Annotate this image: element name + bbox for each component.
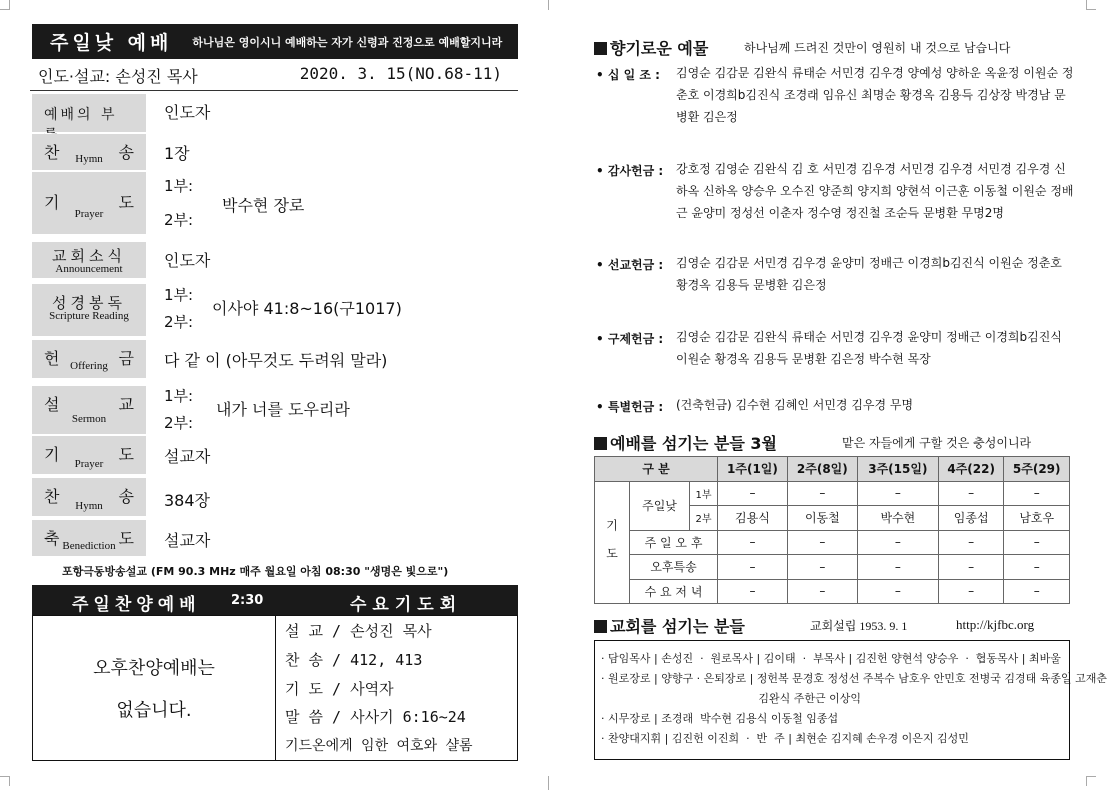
table-cell: – [938, 530, 1004, 555]
offering-label: • 특별헌금 : [596, 400, 664, 414]
service-1-label: 1부: [164, 177, 194, 195]
table-cell: – [1004, 530, 1070, 555]
order-label-scripture [32, 284, 146, 336]
wednesday-title: 수요기도회 [350, 595, 463, 615]
broadcast-notice: 포항극동방송설교 (FM 90.3 MHz 매주 월요일 아침 08:30 "생명은 빛으로") [62, 565, 449, 578]
table-cell: – [857, 481, 938, 506]
service-2-label: 2부: [164, 211, 194, 229]
staff-title: 교회를 섬기는 분들 [610, 617, 745, 636]
order-label-offering [32, 340, 146, 378]
service-2-label: 2부: [164, 313, 194, 331]
table-cell: – [718, 530, 788, 555]
staff-box [594, 640, 1108, 760]
order-label-hymn [32, 134, 146, 170]
service-1-label: 1부: [164, 387, 194, 405]
order-label-en: Offering [70, 360, 108, 372]
table-row [595, 530, 1070, 555]
servers-table [594, 456, 1070, 604]
order-label-ko: 찬 [44, 143, 60, 162]
worship-leader: 인도·설교: 손성진 목사 [38, 67, 198, 86]
staff-line: · 원로장로 | 양향구 · 은퇴장로 | 정헌복 문경호 정성선 주복수 남호우 안민호 전병국 김경태 육종일 고재춘 [601, 672, 1108, 685]
worship-motto: 하나님은 영이시니 예배하는 자가 신령과 진정으로 예배할지니라 [192, 35, 503, 49]
table-cell: – [787, 579, 857, 604]
table-cell: – [787, 530, 857, 555]
order-value: 설교자 [164, 447, 211, 466]
table-cell: – [938, 481, 1004, 506]
table-header-cell: 3주(15일) [857, 457, 938, 482]
order-label-ko: 축 [44, 529, 60, 548]
order-label-benediction [32, 520, 146, 556]
order-label-ko: 설 [44, 395, 60, 414]
table-cell: – [1004, 579, 1070, 604]
staff-line: · 찬양대지휘 | 김진헌 이진희 · 반 주 | 최현순 김지혜 손우경 이은지 김성민 [601, 732, 969, 745]
order-value: 384장 [164, 491, 210, 510]
offering-names: 김영순 김감문 서민경 김우경 윤양미 정배근 이경희b김진식 이원순 정춘호 황경옥 김용득 문병환 김은정 [676, 256, 1062, 292]
order-value: 다 같 이 (아무것도 두려워 말라) [164, 351, 388, 370]
offering-names: 김영순 김감문 김완식 류태순 서민경 김우경 양예성 양하운 옥윤정 이원순 정춘호 이경희b김진식 조경래 임유신 최명순 황경옥 김용득 김상장 박경남 문병환 김은정 [676, 66, 1074, 124]
worship-date: 2020. 3. 15(NO.68-11) [299, 64, 502, 83]
evening-divider [275, 616, 276, 760]
table-header-cell: 구 분 [595, 457, 718, 482]
order-label-ko: 도 [118, 529, 134, 548]
service-1-label: 1부: [164, 286, 194, 304]
order-value: 이사야 41:8~16(구1017) [212, 299, 402, 318]
order-label-sermon [32, 386, 146, 434]
offering-label: • 십 일 조 : [596, 68, 660, 82]
servers-note: 맡은 자들에게 구할 것은 충성이니라 [842, 436, 1032, 450]
wednesday-line: 기드온에게 임한 여호와 샬롬 [285, 738, 473, 754]
order-label-en: Announcement [55, 263, 123, 275]
worship-header-bar [32, 24, 518, 59]
table-cell: – [1004, 555, 1070, 580]
order-label-prayer [32, 172, 146, 234]
order-value: 설교자 [164, 531, 211, 550]
table-cell: – [857, 530, 938, 555]
table-cell: – [787, 481, 857, 506]
table-cell: – [857, 579, 938, 604]
afternoon-message-1: 오후찬양예배는 [93, 658, 215, 679]
group-cell: 기 도 [595, 481, 630, 604]
wednesday-line: 설 교 / 손성진 목사 [285, 622, 432, 640]
offerings-title: 향기로운 예물 [610, 39, 709, 58]
order-label-ko: 기 [44, 445, 60, 464]
row-label-cell: 주 일 오 후 [630, 530, 718, 555]
table-cell: – [938, 555, 1004, 580]
order-label-en: Prayer [74, 208, 104, 220]
order-label-en: Prayer [74, 458, 104, 470]
crop-mark-bottom-left [0, 776, 10, 786]
order-value: 내가 너를 도우리라 [216, 400, 350, 419]
offerings-heading [594, 36, 708, 59]
evening-box [32, 615, 518, 761]
order-value: 1장 [164, 144, 190, 163]
order-label-call [32, 94, 146, 132]
table-cell: – [787, 555, 857, 580]
crop-mark-top-left [0, 0, 10, 10]
offering-label: • 감사헌금 : [596, 164, 664, 178]
order-value: 인도자 [164, 103, 211, 122]
order-label-ko: 송 [118, 487, 134, 506]
offerings-note: 하나님께 드려진 것만이 영원히 내 것으로 남습니다 [744, 41, 1011, 55]
order-label-prayer-2 [32, 436, 146, 474]
servers-heading [594, 431, 777, 454]
order-label-en: Hymn [75, 500, 103, 512]
table-row [595, 555, 1070, 580]
order-label-en: Hymn [75, 153, 103, 165]
meta-divider [30, 90, 518, 91]
staff-heading [594, 614, 745, 637]
order-label-ko: 헌 [44, 349, 60, 368]
order-label-ko: 교 [118, 395, 134, 414]
worship-title: 주일낮 예배 [50, 32, 173, 54]
table-header-cell: 1주(1일) [718, 457, 788, 482]
order-label-announcement [32, 242, 146, 278]
table-header-cell: 5주(29) [1004, 457, 1070, 482]
worship-meta [34, 62, 516, 88]
order-label-ko: 기 [44, 193, 60, 212]
afternoon-message-2: 없습니다. [116, 700, 192, 721]
table-row [595, 579, 1070, 604]
row-label-cell: 수 요 저 녁 [630, 579, 718, 604]
church-established: 교회설립 1953. 9. 1 [810, 619, 908, 633]
crop-mark-bottom-center [548, 776, 549, 790]
table-cell: – [1004, 481, 1070, 506]
offering-names: (건축헌금) 김수현 김혜인 서민경 김우경 무명 [676, 398, 914, 412]
table-row [595, 481, 1070, 506]
subgroup-cell: 주일낮 [630, 481, 690, 530]
staff-line: 김완식 주한근 이상익 [601, 692, 861, 705]
wednesday-line: 찬 송 / 412, 413 [285, 651, 423, 669]
row-label-cell: 1부 [690, 481, 718, 506]
square-bullet-icon [594, 620, 607, 633]
order-label-en: Scripture Reading [49, 310, 129, 322]
afternoon-time: 2:30 [231, 593, 264, 608]
church-url: http://kjfbc.org [956, 617, 1035, 632]
order-label-ko: 예배의 부 [44, 107, 118, 123]
offering-label: • 구제헌금 : [596, 332, 664, 346]
table-cell: – [718, 555, 788, 580]
order-label-ko: 송 [118, 143, 134, 162]
order-label-ko: 도 [118, 445, 134, 464]
square-bullet-icon [594, 437, 607, 450]
table-cell: 임종섭 [938, 506, 1004, 531]
order-label-ko: 교회소식 [52, 247, 126, 265]
table-header-cell: 2주(8일) [787, 457, 857, 482]
table-cell: – [857, 555, 938, 580]
crop-mark-top-center [548, 0, 549, 10]
offering-names: 김영순 김감문 김완식 류태순 서민경 김우경 윤양미 정배근 이경희b김진식 이원순 황경옥 김용득 문병환 김은정 박수현 목장 [676, 330, 1062, 366]
wednesday-line: 기 도 / 사역자 [285, 680, 394, 698]
table-cell: 남호우 [1004, 506, 1070, 531]
table-cell: 김용식 [718, 506, 788, 531]
order-label-ko: 금 [118, 349, 134, 368]
square-bullet-icon [594, 42, 607, 55]
service-2-label: 2부: [164, 414, 194, 432]
order-label-en: Benediction [62, 540, 116, 552]
order-label-ko: 도 [118, 193, 134, 212]
order-label-hymn-2 [32, 478, 146, 516]
table-header-cell: 4주(22) [938, 457, 1004, 482]
wednesday-line: 말 씀 / 사사기 6:16~24 [285, 708, 466, 726]
table-cell: – [718, 579, 788, 604]
table-header-row [595, 457, 1070, 482]
order-label-en: Sermon [71, 413, 107, 425]
row-label-cell: 2부 [690, 506, 718, 531]
evening-header-bar [32, 585, 518, 615]
crop-mark-top-right [1086, 0, 1096, 10]
table-cell: 이동철 [787, 506, 857, 531]
table-cell: – [718, 481, 788, 506]
order-label-ko: 성경봉독 [52, 294, 126, 312]
order-value: 박수현 장로 [222, 196, 305, 215]
table-cell: 박수현 [857, 506, 938, 531]
afternoon-title: 주일찬양예배 [72, 595, 201, 615]
staff-line: · 시무장로 | 조경래 박수현 김용식 이동철 임종섭 [601, 712, 839, 725]
crop-mark-bottom-right [1086, 776, 1096, 786]
staff-line: · 담임목사 | 손성진 · 원로목사 | 김이태 · 부목사 | 김진헌 양현석 양승우 · 협동목사 | 최바울 [601, 652, 1061, 665]
table-cell: – [938, 579, 1004, 604]
offering-label: • 선교헌금 : [596, 258, 664, 272]
order-value: 인도자 [164, 251, 211, 270]
row-label-cell: 오후특송 [630, 555, 718, 580]
servers-title: 예배를 섬기는 분들 3월 [610, 434, 777, 453]
offering-names: 강호정 김영순 김완식 김 호 서민경 김우경 서민경 김우경 서민경 김우경 신하옥 신하옥 양승우 오수진 양준희 양지희 양현석 이근훈 이동철 이원순 정배근 윤양미 정성선 이춘자 정수영 정진철 조순득 문병환 무명2명 [676, 162, 1074, 220]
order-label-ko: 찬 [44, 487, 60, 506]
